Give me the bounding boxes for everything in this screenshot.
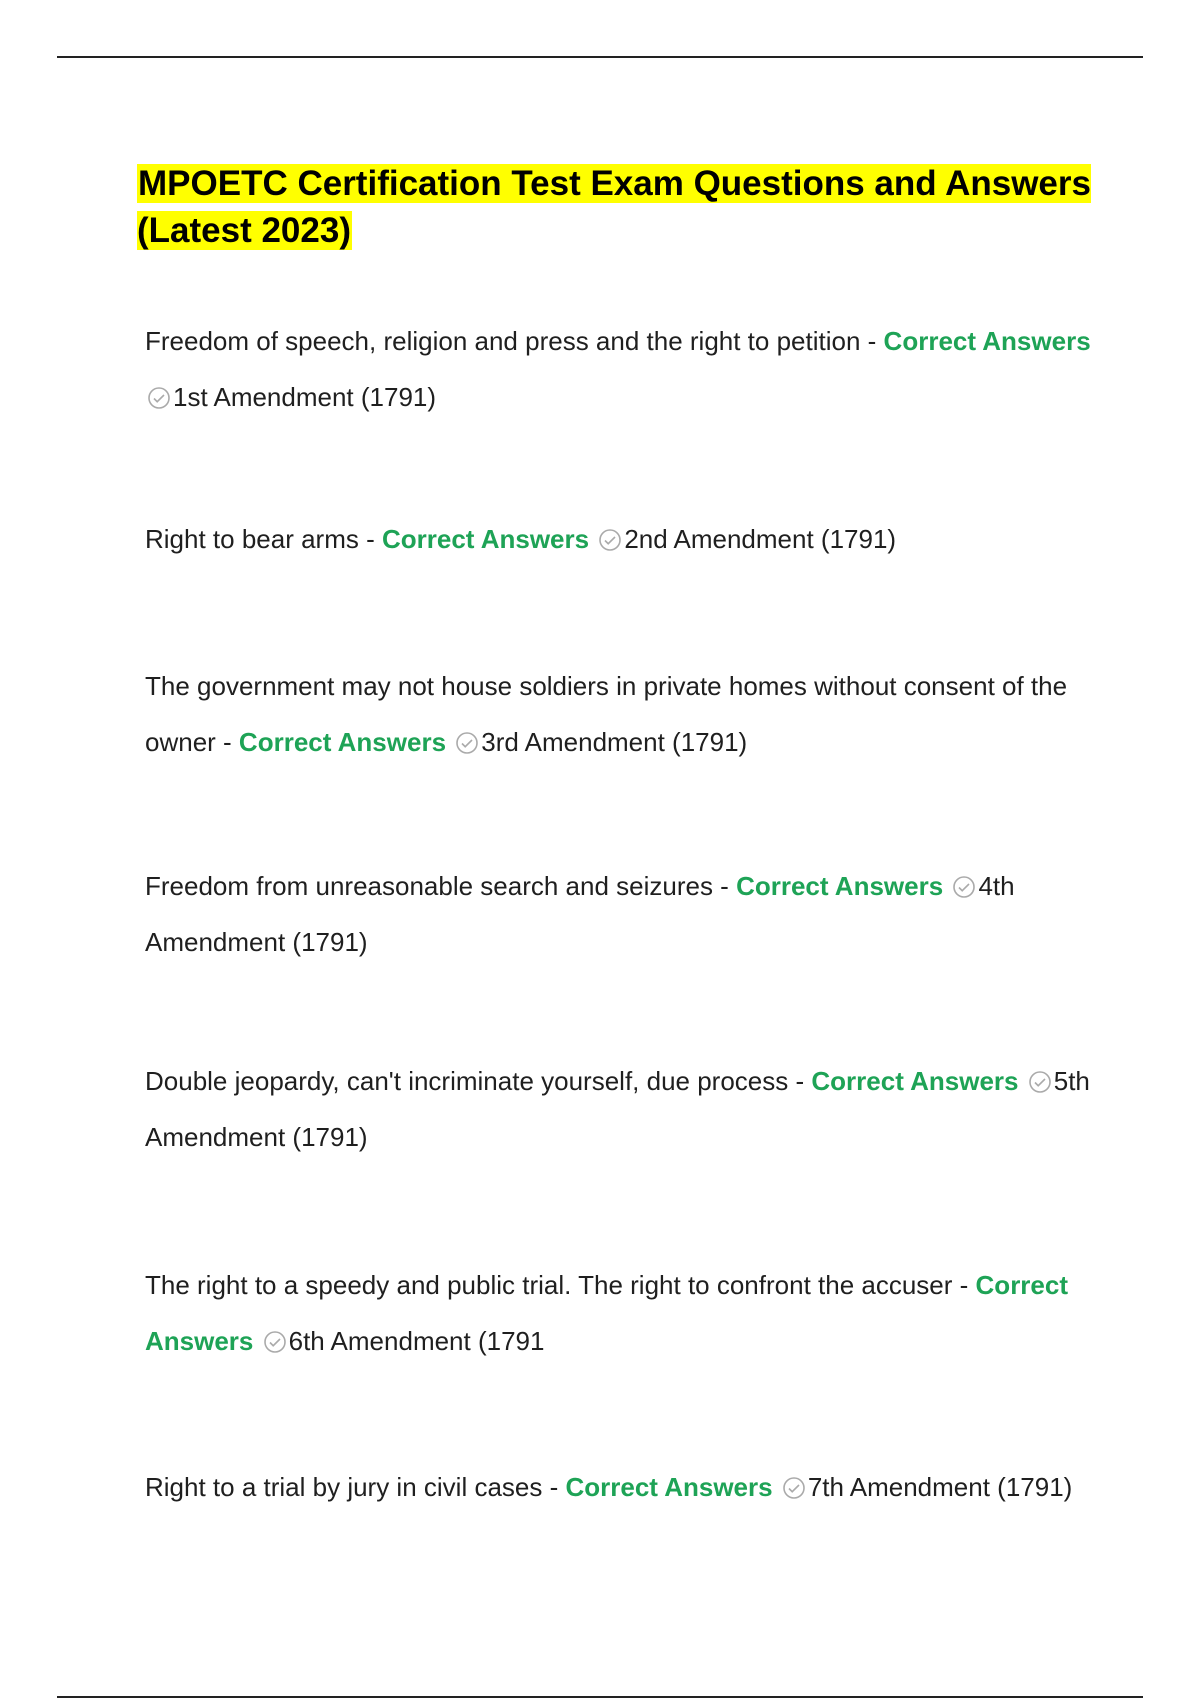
bottom-rule xyxy=(57,1696,1143,1698)
answer-text: 4th Amendment (1791) xyxy=(145,871,1015,957)
correct-answers-label: Correct Answers xyxy=(811,1066,1019,1096)
qa-item xyxy=(145,858,1105,970)
question-text: The right to a speedy and public trial. The right to confront the accuser - xyxy=(145,1270,976,1300)
answer-text: 7th Amendment (1791) xyxy=(807,1472,1073,1502)
qa-item xyxy=(145,658,1105,770)
question-text: The government may not house soldiers in private homes without consent of the owner - xyxy=(145,671,1068,757)
answer-text: 3rd Amendment (1791) xyxy=(481,727,748,757)
answer-text: 5th Amendment (1791) xyxy=(145,1066,1090,1152)
answer-text: 6th Amendment (1791 xyxy=(288,1326,545,1356)
qa-item xyxy=(145,1053,1105,1165)
qa-item xyxy=(145,313,1105,425)
check-circle-icon xyxy=(263,1330,287,1354)
correct-answers-label: Correct Answers xyxy=(883,326,1091,356)
qa-item xyxy=(145,1459,1105,1515)
correct-answers-label: Correct Answers xyxy=(238,727,447,757)
check-circle-icon xyxy=(455,731,479,755)
question-text: Double jeopardy, can't incriminate yourself, due process - xyxy=(145,1066,812,1096)
top-rule xyxy=(57,56,1143,58)
check-circle-icon xyxy=(952,875,976,899)
question-text: Right to a trial by jury in civil cases - xyxy=(145,1472,566,1502)
answer-text: 2nd Amendment (1791) xyxy=(624,524,897,554)
correct-answers-label: Correct Answers xyxy=(381,524,590,554)
qa-item xyxy=(145,1257,1105,1369)
check-circle-icon xyxy=(147,386,171,410)
correct-answers-label: Correct Answers xyxy=(565,1472,773,1502)
check-circle-icon xyxy=(598,528,622,552)
answer-text: 1st Amendment (1791) xyxy=(173,382,437,412)
qa-item xyxy=(145,511,1105,567)
question-text: Freedom of speech, religion and press and the right to petition - xyxy=(145,326,884,356)
check-circle-icon xyxy=(1028,1070,1052,1094)
document-title: MPOETC Certification Test Exam Questions and Answers (Latest 2023) xyxy=(137,164,1091,250)
correct-answers-label: Correct Answers xyxy=(145,1270,1069,1356)
check-circle-icon xyxy=(782,1476,806,1500)
correct-answers-label: Correct Answers xyxy=(736,871,944,901)
question-text: Right to bear arms - xyxy=(145,524,382,554)
question-text: Freedom from unreasonable search and seizures - xyxy=(145,871,737,901)
